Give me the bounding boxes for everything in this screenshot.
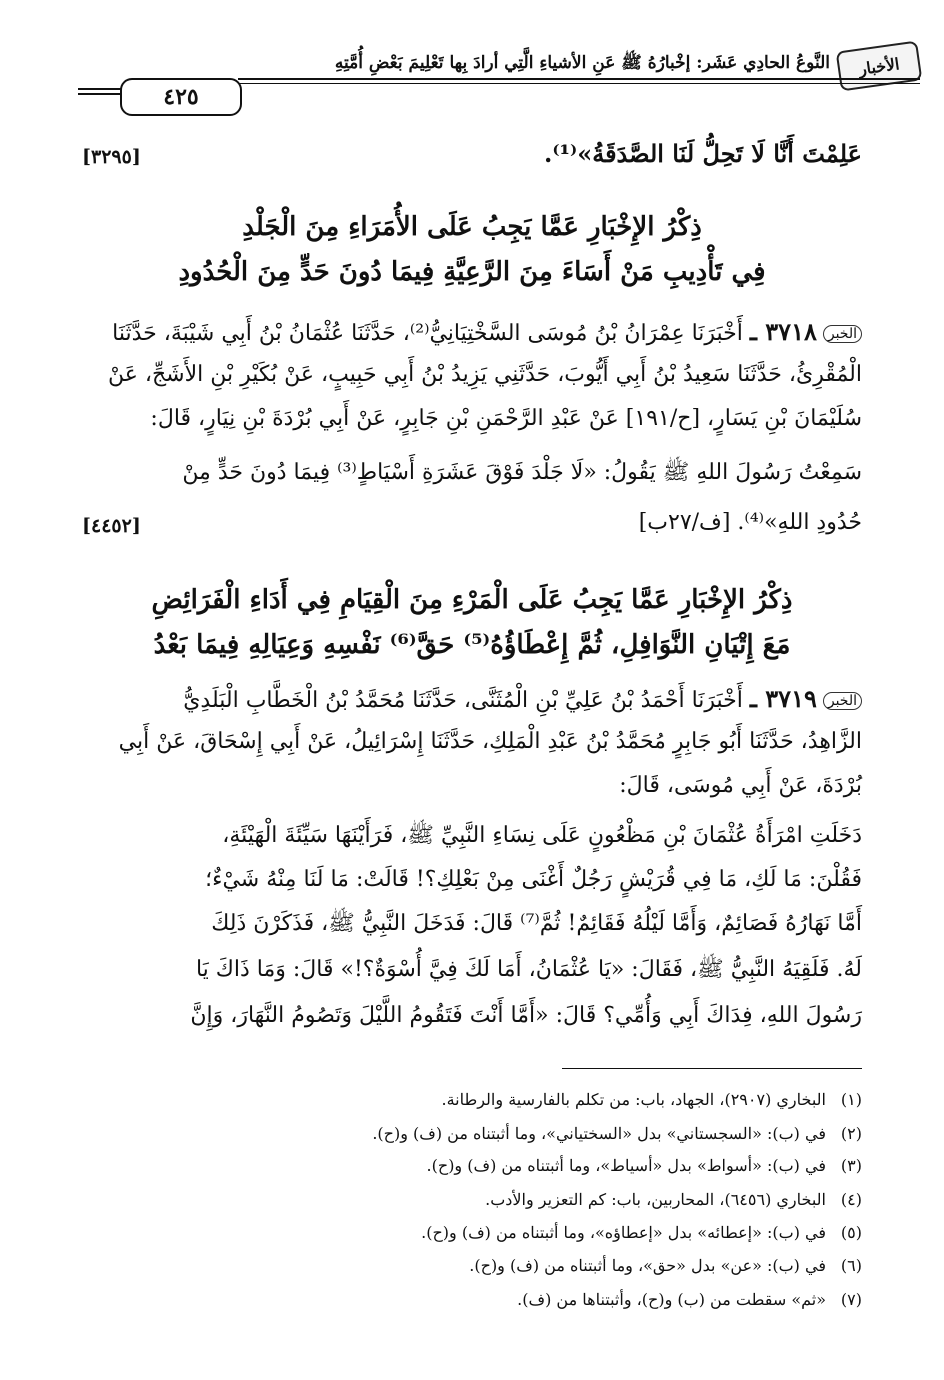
footnote-number: (٢) bbox=[840, 1124, 862, 1143]
section-heading: مَعَ إِتْيَانِ النَّوَافِلِ، ثُمَّ إِعْطَاؤُهُ⁽⁵⁾ حَقَّ⁽⁶⁾ نَفْسِهِ وَعِيَالِهِ فِيمَا بَعْدُ bbox=[153, 630, 791, 660]
matn-line: سَمِعْتُ رَسُولَ اللهِ ﷺ يَقُولُ: «لَا جَلْدَ فَوْقَ عَشَرَةِ أَسْيَاطٍ⁽³⁾ فِيمَا دُونَ حَدٍّ مِنْ bbox=[182, 460, 862, 485]
hadith-number: ٣٧١٩ ـ bbox=[749, 684, 817, 713]
footnote-text: في (ب): «عن» بدل «حق»، وما أثبتناه من (ف) و(ح). bbox=[469, 1256, 826, 1275]
reference-number: [٤٤٥٢] bbox=[82, 515, 141, 537]
section-heading: فِي تَأْدِيبِ مَنْ أَسَاءَ مِنَ الرَّعِيَّةِ فِيمَا دُونَ حَدٍّ مِنَ الْحُدُودِ bbox=[178, 257, 766, 287]
section-badge: الأخبار bbox=[836, 40, 923, 91]
footnote-text: البخاري (٦٤٥٦)، المحاربين، باب: كم التعزير والأدب. bbox=[485, 1190, 826, 1209]
matn-line: لَهُ. فَلَقِيَهُ النَّبِيُّ ﷺ، فَقَالَ: «يَا عُثْمَانُ، أَمَا لَكَ فِيَّ أُسْوَةٌ؟!» قَالَ: وَمَا ذَاكَ يَا bbox=[195, 957, 862, 982]
footnote bbox=[82, 1256, 862, 1275]
footnote-number: (١) bbox=[840, 1090, 862, 1109]
isnad-line: الزَّاهِدُ، حَدَّثَنَا أَبُو جَابِرٍ مُحَمَّدُ بْنُ عَبْدِ الْمَلِكِ، حَدَّثَنَا إِسْرَائِيلُ، عَنْ أَبِي إِسْحَاقَ، عَنْ أَبِي bbox=[118, 729, 862, 754]
isnad-line: سُلَيْمَانَ بْنِ يَسَارٍ، [ح/١٩١] عَنْ عَبْدِ الرَّحْمَنِ بْنِ جَابِرٍ، عَنْ أَبِي بُرْدَةَ بْنِ نِيَارٍ، قَالَ: bbox=[150, 406, 862, 431]
footnote-rule bbox=[562, 1068, 862, 1069]
footnote bbox=[82, 1223, 862, 1242]
header-rule bbox=[238, 83, 920, 84]
isnad-text: أَخْبَرَنَا عِمْرَانُ بْنُ مُوسَى السَّخْتِيَانِيُّ⁽²⁾، حَدَّثَنَا عُثْمَانُ بْنُ أَبِي شَيْبَةَ، حَدَّثَنَا bbox=[112, 321, 743, 346]
khabar-icon: الخبر bbox=[823, 692, 862, 711]
footnote-number: (٦) bbox=[840, 1256, 862, 1275]
matn-line: أَمَّا نَهَارُهُ فَصَائِمٌ، وَأَمَّا لَيْلُهُ فَقَائِمٌ! ثُمَّ⁽⁷⁾ قَالَ: فَدَخَلَ النَّبِيُّ ﷺ، فَذَكَرْنَ ذَلِكَ bbox=[211, 911, 862, 936]
isnad-text: أَخْبَرَنَا أَحْمَدُ بْنُ عَلِيِّ بْنِ الْمُثَنَّى، حَدَّثَنَا مُحَمَّدُ بْنُ الْخَطَّابِ الْبَلَدِيُّ bbox=[183, 688, 743, 713]
header-rule bbox=[238, 78, 920, 80]
footnote-number: (٧) bbox=[840, 1290, 862, 1309]
isnad-line bbox=[82, 685, 862, 714]
footnote-number: (٣) bbox=[840, 1156, 862, 1175]
khabar-icon: الخبر bbox=[823, 325, 862, 344]
footnote bbox=[82, 1156, 862, 1175]
header-rule bbox=[78, 93, 122, 95]
matn-line: حُدُودِ اللهِ»⁽⁴⁾. [ف/٢٧ب] bbox=[638, 510, 862, 535]
page-number: ٤٢٥ bbox=[120, 78, 242, 116]
footnote-text: في (ب): «السجستاني» بدل «السختياني»، وما أثبتناه من (ف) و(ح). bbox=[372, 1124, 826, 1143]
isnad-line bbox=[82, 318, 862, 347]
footnote bbox=[82, 1290, 862, 1309]
running-head: النَّوعُ الحادِي عَشَر: إخْبارُهُ ﷺ عَنِ الأشياءِ الَّتِي أرادَ بِها تَعْلِيمَ بَعْضِ أُمَّتِهِ bbox=[334, 53, 830, 73]
matn-line: رَسُولَ اللهِ، فِدَاكَ أَبِي وَأُمِّي؟ قَالَ: «أَمَّا أَنْتَ فَتَقُومُ اللَّيْلَ وَتَصُومُ النَّهَارَ، وَإِنَّ bbox=[190, 1003, 862, 1028]
continuation-line: عَلِمْتَ أَنَّا لَا تَحِلُّ لَنَا الصَّدَقَةُ»⁽¹⁾. bbox=[544, 139, 862, 168]
section-heading: ذِكْرُ الإِخْبَارِ عَمَّا يَجِبُ عَلَى الأُمَرَاءِ مِنَ الْجَلْدِ bbox=[242, 212, 702, 242]
footnote bbox=[82, 1124, 862, 1143]
isnad-line: الْمُقْرِئُ، حَدَّثَنَا سَعِيدُ بْنُ أَبِي أَيُّوبَ، حَدَّثَنِي يَزِيدُ بْنُ أَبِي حَبِيبٍ، عَنْ بُكَيْرِ بْنِ الأَشَجِّ، عَنْ bbox=[108, 362, 862, 387]
reference-number: [٣٢٩٥] bbox=[82, 146, 141, 168]
header-rule bbox=[78, 88, 122, 90]
isnad-line: بُرْدَةَ، عَنْ أَبِي مُوسَى، قَالَ: bbox=[619, 773, 862, 798]
footnote bbox=[82, 1190, 862, 1209]
matn-line: فَقُلْنَ: مَا لَكِ، مَا فِي قُرَيْشٍ رَجُلٌ أَغْنَى مِنْ بَعْلِكِ؟! قَالَتْ: مَا لَنَا مِنْهُ شَيْءٌ؛ bbox=[205, 867, 862, 892]
footnote-text: «ثم» سقطت من (ب) و(ح)، وأثبتناها من (ف). bbox=[517, 1290, 826, 1309]
footnote-number: (٥) bbox=[840, 1223, 862, 1242]
footnote-text: في (ب): «إعطائه» بدل «إعطاؤه»، وما أثبتناه من (ف) و(ح). bbox=[421, 1223, 826, 1242]
footnote-number: (٤) bbox=[840, 1190, 862, 1209]
footnote-text: البخاري (٢٩٠٧)، الجهاد، باب: من تكلم بالفارسية والرطانة. bbox=[441, 1090, 826, 1109]
section-heading: ذِكْرُ الإِخْبَارِ عَمَّا يَجِبُ عَلَى الْمَرْءِ مِنَ الْقِيَامِ فِي أَدَاءِ الْفَرَائِضِ bbox=[151, 585, 793, 615]
footnote bbox=[82, 1090, 862, 1109]
hadith-number: ٣٧١٨ ـ bbox=[749, 317, 817, 346]
matn-line: دَخَلَتِ امْرَأَةُ عُثْمَانَ بْنِ مَظْعُونٍ عَلَى نِسَاءِ النَّبِيِّ ﷺ، فَرَأَيْنَهَا سَيِّئَةَ الْهَيْئَةِ، bbox=[222, 823, 862, 848]
footnote-text: في (ب): «أسواط» بدل «أسياط»، وما أثبتناه من (ف) و(ح). bbox=[426, 1156, 826, 1175]
